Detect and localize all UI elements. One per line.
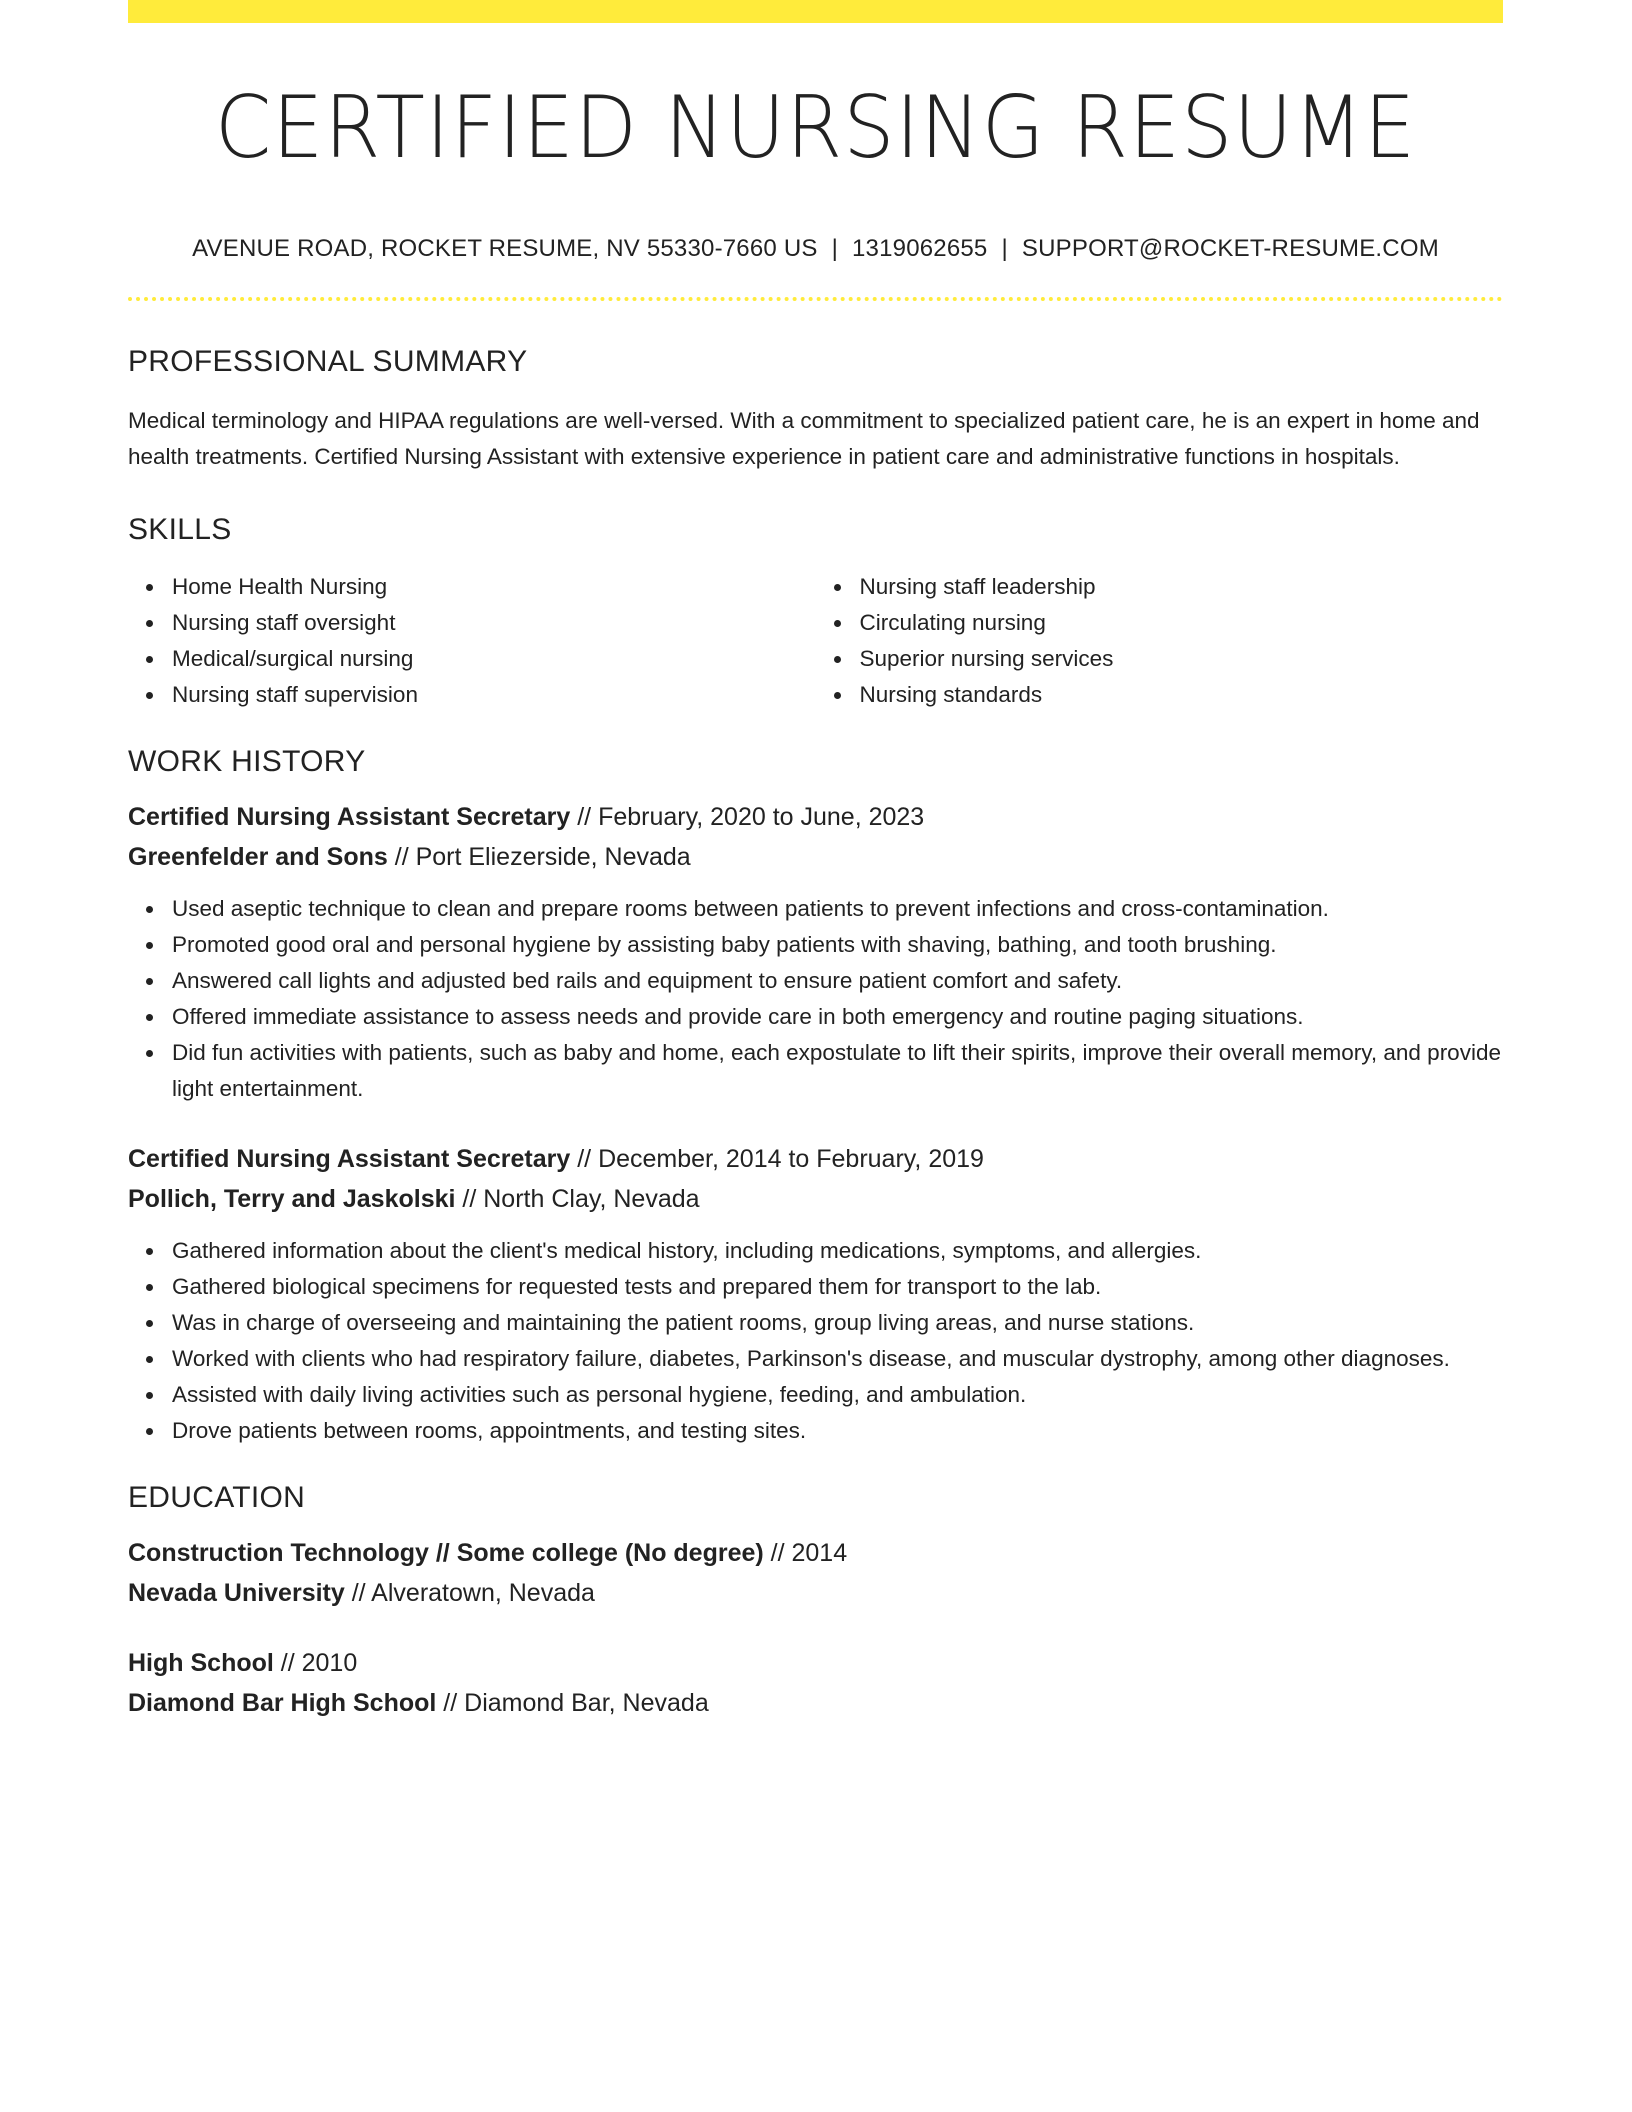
job-location: // North Clay, Nevada (455, 1185, 700, 1213)
job-title-line (128, 1139, 1503, 1179)
job-entry (128, 797, 1503, 1107)
summary-heading: PROFESSIONAL SUMMARY (128, 345, 528, 378)
job-bullet: Answered call lights and adjusted bed rails and equipment to ensure patient comfort and safety. (172, 963, 1503, 999)
resume-content (128, 23, 1503, 1723)
education-year: // 2010 (273, 1649, 358, 1677)
contact-email: SUPPORT@ROCKET-RESUME.COM (1021, 235, 1439, 262)
job-entry (128, 1139, 1503, 1449)
contact-address: AVENUE ROAD, ROCKET RESUME, NV 55330-7660 US (192, 235, 818, 262)
job-company-line (128, 837, 1503, 877)
job-bullet: Assisted with daily living activities such as personal hygiene, feeding, and ambulation. (172, 1377, 1503, 1413)
job-bullet: Drove patients between rooms, appointments, and testing sites. (172, 1413, 1503, 1449)
education-entry (128, 1643, 1503, 1723)
contact-separator: | (1001, 235, 1008, 262)
job-company: Pollich, Terry and Jaskolski (128, 1185, 456, 1213)
contact-phone: 1319062655 (852, 235, 988, 262)
job-location: // Port Eliezerside, Nevada (387, 843, 691, 871)
education-year: // 2014 (763, 1539, 848, 1567)
job-bullet: Gathered information about the client's medical history, including medications, symptoms, and allergies. (172, 1233, 1503, 1269)
contact-separator: | (831, 235, 838, 262)
skill-item: Nursing staff supervision (172, 677, 816, 713)
skill-item: Nursing standards (860, 677, 1504, 713)
job-bullet: Promoted good oral and personal hygiene by assisting baby patients with shaving, bathing, and tooth brushing. (172, 927, 1503, 963)
job-company-line (128, 1179, 1503, 1219)
education-location: // Diamond Bar, Nevada (436, 1689, 709, 1717)
skill-item: Home Health Nursing (172, 569, 816, 605)
skill-item: Medical/surgical nursing (172, 641, 816, 677)
skills-list (128, 569, 1503, 713)
job-bullet: Did fun activities with patients, such as baby and home, each expostulate to lift their spirits, improve their overall memory, and provide light entertainment. (172, 1035, 1503, 1107)
education-school: Diamond Bar High School (128, 1689, 437, 1717)
skills-column-right (816, 569, 1504, 713)
dotted-divider (128, 297, 1503, 301)
education-school-line (128, 1573, 1503, 1613)
education-degree: Construction Technology // Some college (No degree) (128, 1539, 764, 1567)
job-bullet: Used aseptic technique to clean and prepare rooms between patients to prevent infections and cross-contamination. (172, 891, 1503, 927)
education-entry (128, 1533, 1503, 1613)
job-title: Certified Nursing Assistant Secretary (128, 803, 571, 831)
education-degree: High School (128, 1649, 274, 1677)
skill-item: Nursing staff leadership (860, 569, 1504, 605)
job-bullet: Worked with clients who had respiratory failure, diabetes, Parkinson's disease, and muscular dystrophy, among other diagnoses. (172, 1341, 1503, 1377)
resume-title: CERTIFIED NURSING RESUME (214, 78, 1417, 178)
skills-column-left (128, 569, 816, 713)
education-location: // Alveratown, Nevada (344, 1579, 595, 1607)
work-heading: WORK HISTORY (128, 745, 366, 778)
job-bullets (128, 891, 1503, 1107)
education-heading: EDUCATION (128, 1481, 306, 1514)
education-school-line (128, 1683, 1503, 1723)
job-title-line (128, 797, 1503, 837)
accent-bar (128, 0, 1503, 23)
job-bullets (128, 1233, 1503, 1449)
skill-item: Superior nursing services (860, 641, 1504, 677)
job-dates: // December, 2014 to February, 2019 (570, 1145, 984, 1173)
education-school: Nevada University (128, 1579, 345, 1607)
job-bullet: Offered immediate assistance to assess needs and provide care in both emergency and routine paging situations. (172, 999, 1503, 1035)
summary-text: Medical terminology and HIPAA regulations are well-versed. With a commitment to specialized patient care, he is an expert in home and health treatments. Certified Nursing Assistant with extensive experience in patient care and administrative functions in hospitals. (128, 408, 1480, 469)
job-company: Greenfelder and Sons (128, 843, 388, 871)
job-dates: // February, 2020 to June, 2023 (570, 803, 925, 831)
skill-item: Circulating nursing (860, 605, 1504, 641)
education-degree-line (128, 1533, 1503, 1573)
job-title: Certified Nursing Assistant Secretary (128, 1145, 571, 1173)
education-degree-line (128, 1643, 1503, 1683)
job-bullet: Gathered biological specimens for requested tests and prepared them for transport to the lab. (172, 1269, 1503, 1305)
skill-item: Nursing staff oversight (172, 605, 816, 641)
job-bullet: Was in charge of overseeing and maintaining the patient rooms, group living areas, and nurse stations. (172, 1305, 1503, 1341)
skills-heading: SKILLS (128, 513, 232, 546)
contact-line (128, 237, 1503, 261)
